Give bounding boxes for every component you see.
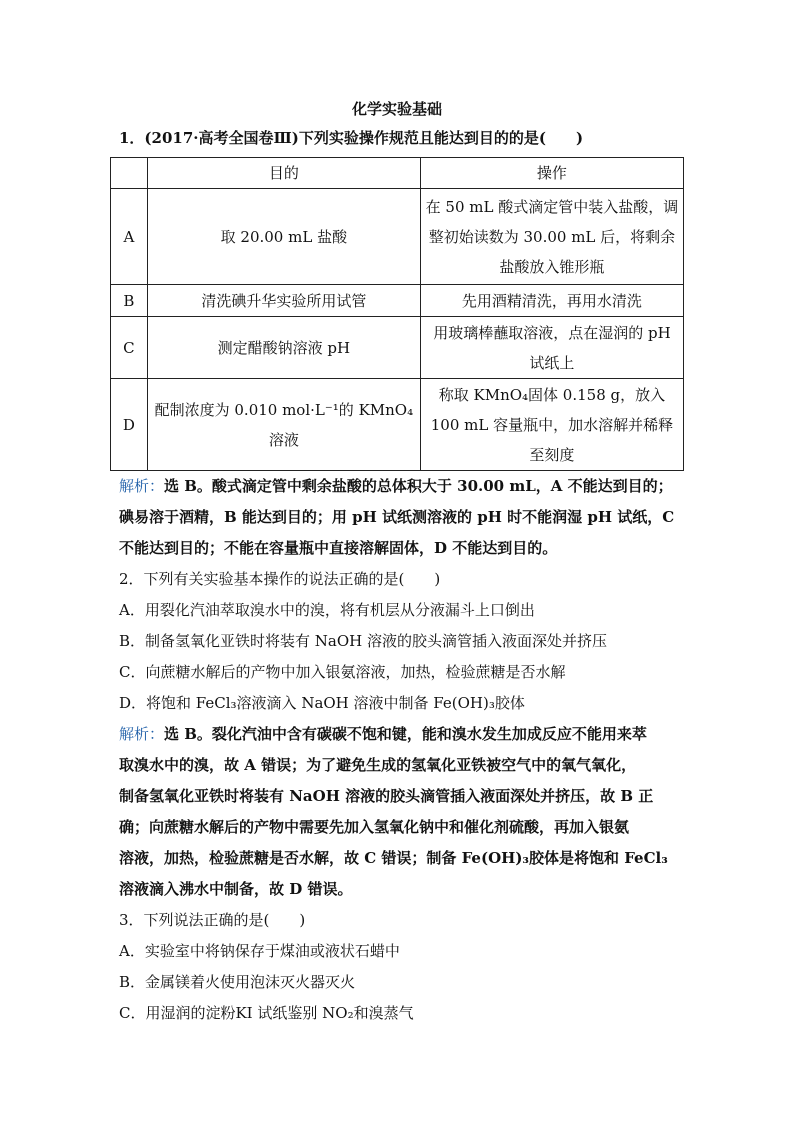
q1-analysis-line: 不能达到目的；不能在容量瓶中直接溶解固体，D 不能达到目的。 [119, 539, 558, 557]
q3-option-b: B．金属镁着火使用泡沫灭火器灭火 [119, 973, 356, 991]
q2-option-b: B．制备氢氧化亚铁时将装有 NaOH 溶液的胶头滴管插入液面深处并挤压 [119, 632, 608, 650]
table-cell-operation: 先用酒精清洗，再用水清洗 [420, 285, 683, 317]
q2-analysis-line: 溶液滴入沸水中制备，故 D 错误。 [119, 880, 353, 898]
table-cell-purpose: 配制浓度为 0.010 mol·L⁻¹的 KMnO₄溶液 [147, 379, 420, 471]
q2-analysis-line: 溶液，加热，检验蔗糖是否水解，故 C 错误；制备 Fe(OH)₃胶体是将饱和 FeCl₃ [119, 849, 668, 867]
table-cell-purpose: 取 20.00 mL 盐酸 [147, 189, 420, 285]
q3-stem: 3．下列说法正确的是( ) [119, 911, 306, 929]
table-cell-operation: 用玻璃棒蘸取溶液，点在湿润的 pH 试纸上 [420, 317, 683, 379]
table-cell-operation: 称取 KMnO₄固体 0.158 g，放入 100 mL 容量瓶中，加水溶解并稀释至刻度 [420, 379, 683, 471]
table-header-cell: 目的 [147, 158, 420, 189]
q1-analysis-line: 碘易溶于酒精，B 能达到目的；用 pH 试纸测溶液的 pH 时不能润湿 pH 试纸，C [119, 508, 675, 526]
q2-option-c: C．向蔗糖水解后的产物中加入银氨溶液，加热，检验蔗糖是否水解 [119, 663, 566, 681]
table-cell-purpose: 测定醋酸钠溶液 pH [147, 317, 420, 379]
table-header-cell: 操作 [420, 158, 683, 189]
q1-stem: 1．(2017·高考全国卷Ⅲ)下列实验操作规范且能达到目的的是( ) [119, 129, 584, 147]
table-cell-key: A [111, 189, 148, 285]
table-row [111, 189, 684, 285]
table-cell-purpose: 清洗碘升华实验所用试管 [147, 285, 420, 317]
table-row [111, 317, 684, 379]
page-title: 化学实验基础 [351, 100, 442, 118]
table-row [111, 379, 684, 471]
table-cell-operation: 在 50 mL 酸式滴定管中装入盐酸，调整初始读数为 30.00 mL 后，将剩余盐酸放入锥形瓶 [420, 189, 683, 285]
table-cell-key: D [111, 379, 148, 471]
q2-analysis-line: 解析：选 B。裂化汽油中含有碳碳不饱和键，能和溴水发生加成反应不能用来萃 [119, 725, 647, 743]
table-cell-key: B [111, 285, 148, 317]
q2-option-a: A．用裂化汽油萃取溴水中的溴，将有机层从分液漏斗上口倒出 [119, 601, 535, 619]
q3-option-c: C．用湿润的淀粉KI 试纸鉴别 NO₂和溴蒸气 [119, 1004, 414, 1022]
table-cell-key: C [111, 317, 148, 379]
q2-analysis-line: 取溴水中的溴，故 A 错误；为了避免生成的氢氧化亚铁被空气中的氧气氧化， [119, 756, 637, 774]
q2-analysis-line: 确；向蔗糖水解后的产物中需要先加入氢氧化钠中和催化剂硫酸，再加入银氨 [119, 818, 630, 836]
q2-analysis-line: 制备氢氧化亚铁时将装有 NaOH 溶液的胶头滴管插入液面深处并挤压，故 B 正 [119, 787, 654, 805]
q2-option-d: D．将饱和 FeCl₃溶液滴入 NaOH 溶液中制备 Fe(OH)₃胶体 [119, 694, 525, 712]
q2-stem: 2．下列有关实验基本操作的说法正确的是( ) [119, 570, 441, 588]
table-row [111, 285, 684, 317]
table-header-cell [111, 158, 148, 189]
q3-option-a: A．实验室中将钠保存于煤油或液状石蜡中 [119, 942, 400, 960]
analysis-label: 解析： [119, 725, 165, 743]
analysis-label: 解析： [119, 477, 165, 495]
q1-analysis-line: 解析：选 B。酸式滴定管中剩余盐酸的总体积大于 30.00 mL，A 不能达到目的； [119, 477, 673, 495]
q1-table [110, 157, 684, 471]
table-header-row [111, 158, 684, 189]
